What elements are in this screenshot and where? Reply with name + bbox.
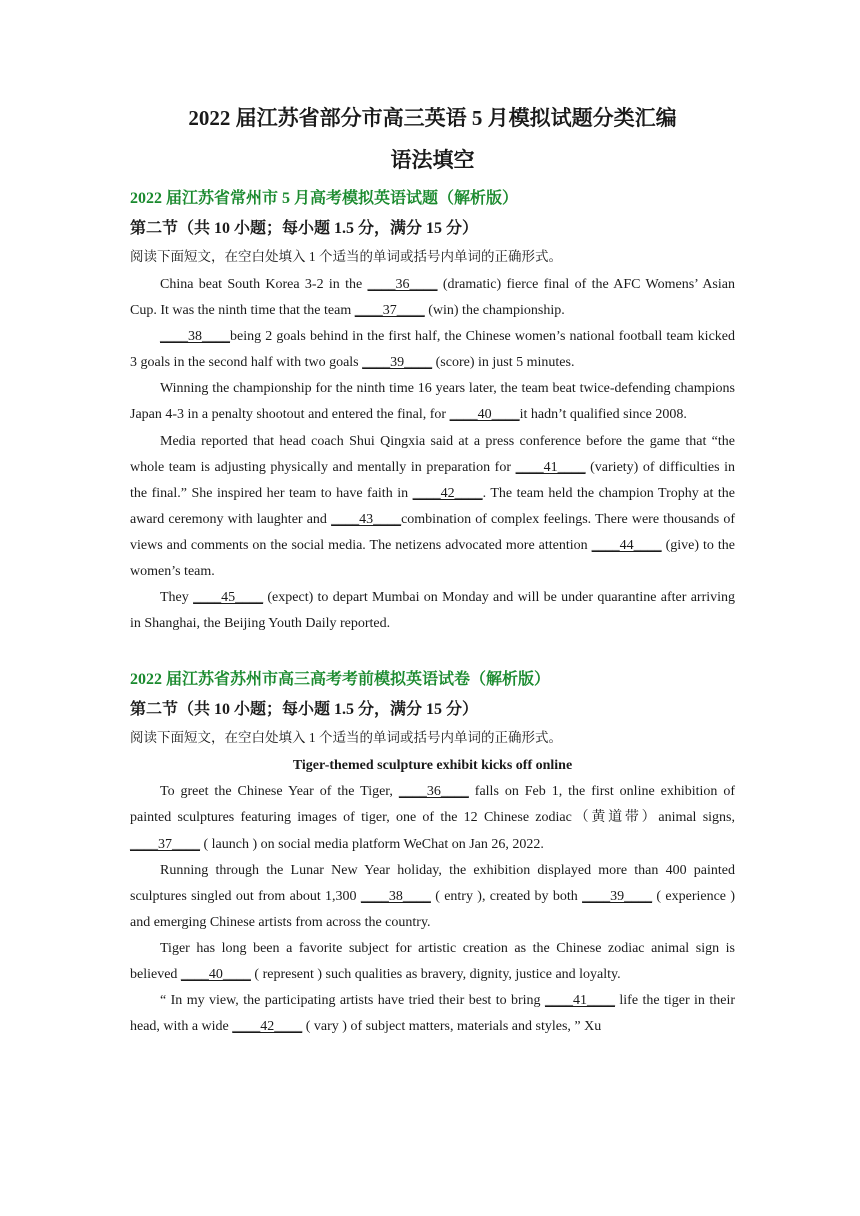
- paragraph-text: (dramatic) fierce final of the AFC Womens’ Asian Cup. It was the ninth time that the team: [130, 277, 735, 319]
- blank-42: ____42____: [232, 1019, 303, 1035]
- paragraph: [130, 272, 735, 324]
- section-source: 2022 届江苏省苏州市高三高考考前模拟英语试卷（解析版）: [130, 671, 551, 689]
- article-title: Tiger-themed sculpture exhibit kicks off online: [292, 758, 573, 774]
- section-changzhou: [130, 186, 735, 637]
- blank-40: ____40____: [180, 966, 251, 982]
- paragraph: [130, 858, 735, 936]
- paragraph-text: Winning the championship for the ninth time 16 years later, the team beat twice-defending champions Japan 4-3 in a penalty shootout and entered the final, for: [130, 381, 735, 423]
- paragraph-text: Tiger has long been a favorite subject for artistic creation as the Chinese zodiac animal sign is believed: [130, 940, 735, 982]
- section-spacer: [130, 637, 735, 661]
- document-subtitle: 语法填空: [390, 148, 475, 172]
- blank-44: ____44____: [591, 537, 662, 553]
- paragraph: [130, 585, 735, 637]
- section-heading: 第二节（共 10 小题；每小题 1.5 分，满分 15 分）: [130, 701, 479, 719]
- blank-42: ____42____: [412, 485, 483, 501]
- paragraph: [130, 936, 735, 988]
- blank-37: ____37____: [354, 303, 425, 319]
- paragraph-text: . The team held the champion Trophy at the award ceremony with laughter and: [130, 485, 735, 527]
- paragraph-text: ( experience ) and emerging Chinese artists from across the country.: [130, 888, 736, 930]
- paragraph: [130, 429, 735, 586]
- blank-39: ____39____: [362, 355, 433, 371]
- section-heading: 第二节（共 10 小题；每小题 1.5 分，满分 15 分）: [130, 220, 479, 237]
- paragraph-text: Running through the Lunar New Year holiday, the exhibition displayed more than 400 painted sculptures singled out from about 1,300: [130, 862, 735, 904]
- paragraph: [130, 779, 735, 857]
- paragraph: [130, 324, 735, 376]
- paragraph-text: “ In my view, the participating artists have tried their best to bring: [160, 993, 545, 1009]
- section-source: 2022 届江苏省常州市 5 月高考模拟英语试题（解析版）: [130, 190, 519, 207]
- paragraph-text: life the tiger in their head, with a wide: [130, 993, 735, 1035]
- blank-37: ____37____: [130, 836, 200, 852]
- paragraph-text: China beat South Korea 3-2 in the: [160, 277, 368, 292]
- blank-36: ____36____: [398, 784, 469, 800]
- paragraph-text: ( launch ) on social media platform WeChat on Jan 26, 2022.: [200, 836, 544, 852]
- blank-41: ____41____: [544, 993, 615, 1009]
- section-suzhou: [130, 667, 735, 1040]
- paragraph-text: ( entry ), created by both: [430, 888, 583, 904]
- paragraph-text: being 2 goals behind in the first half, the Chinese women’s national football team kicked 3 goals in the second half with two goals: [130, 329, 735, 371]
- blank-39: ____39____: [582, 888, 653, 904]
- paragraph-text: ( represent ) such qualities as bravery, dignity, justice and loyalty.: [250, 966, 621, 982]
- paragraph-text: ( vary ) of subject matters, materials and styles, ” Xu: [302, 1019, 602, 1035]
- paragraph-text: Media reported that head coach Shui Qingxia said at a press conference before the game that “the whole team is adjusting physically and mentally in preparation for: [130, 433, 735, 475]
- paragraph-text: it hadn’t qualified since 2008.: [519, 407, 687, 423]
- document-content: [130, 100, 735, 1040]
- paragraph-text: They: [160, 590, 194, 606]
- paragraph-text: (expect) to depart Mumbai on Monday and will be under quarantine after arriving in Shanghai, the Beijing Youth Daily reported.: [130, 590, 736, 632]
- paragraph: [130, 988, 735, 1040]
- paragraph: [130, 376, 735, 428]
- paragraph-text: (score) in just 5 minutes.: [432, 355, 575, 371]
- blank-45: ____45____: [193, 590, 264, 606]
- blank-40: ____40____: [449, 407, 520, 423]
- document-title: 2022 届江苏省部分市高三英语 5 月模拟试题分类汇编: [188, 106, 677, 130]
- paragraph-text: falls on Feb 1, the first online exhibition of painted sculptures featuring images of tiger, one of the 12 Chinese zodiac（黄道带）animal signs,: [130, 784, 735, 826]
- blank-38: ____38____: [160, 329, 230, 345]
- section-instruction: 阅读下面短文，在空白处填入 1 个适当的单词或括号内单词的正确形式。: [130, 249, 562, 264]
- blank-36: ____36____: [367, 277, 438, 292]
- blank-41: ____41____: [515, 459, 586, 475]
- paragraph-text: (variety) of difficulties in the final.” She inspired her team to have faith in: [130, 459, 736, 501]
- section-instruction: 阅读下面短文，在空白处填入 1 个适当的单词或括号内单词的正确形式。: [130, 730, 562, 746]
- blank-43: ____43____: [331, 511, 402, 527]
- paragraph-text: (win) the championship.: [424, 303, 565, 319]
- paragraph-text: To greet the Chinese Year of the Tiger,: [160, 784, 399, 800]
- blank-38: ____38____: [360, 888, 431, 904]
- paragraph-text: (give) to the women’s team.: [130, 537, 736, 580]
- paragraph-text: combination of complex feelings. There were thousands of views and comments on the social media. The netizens advocated more attention: [130, 511, 735, 553]
